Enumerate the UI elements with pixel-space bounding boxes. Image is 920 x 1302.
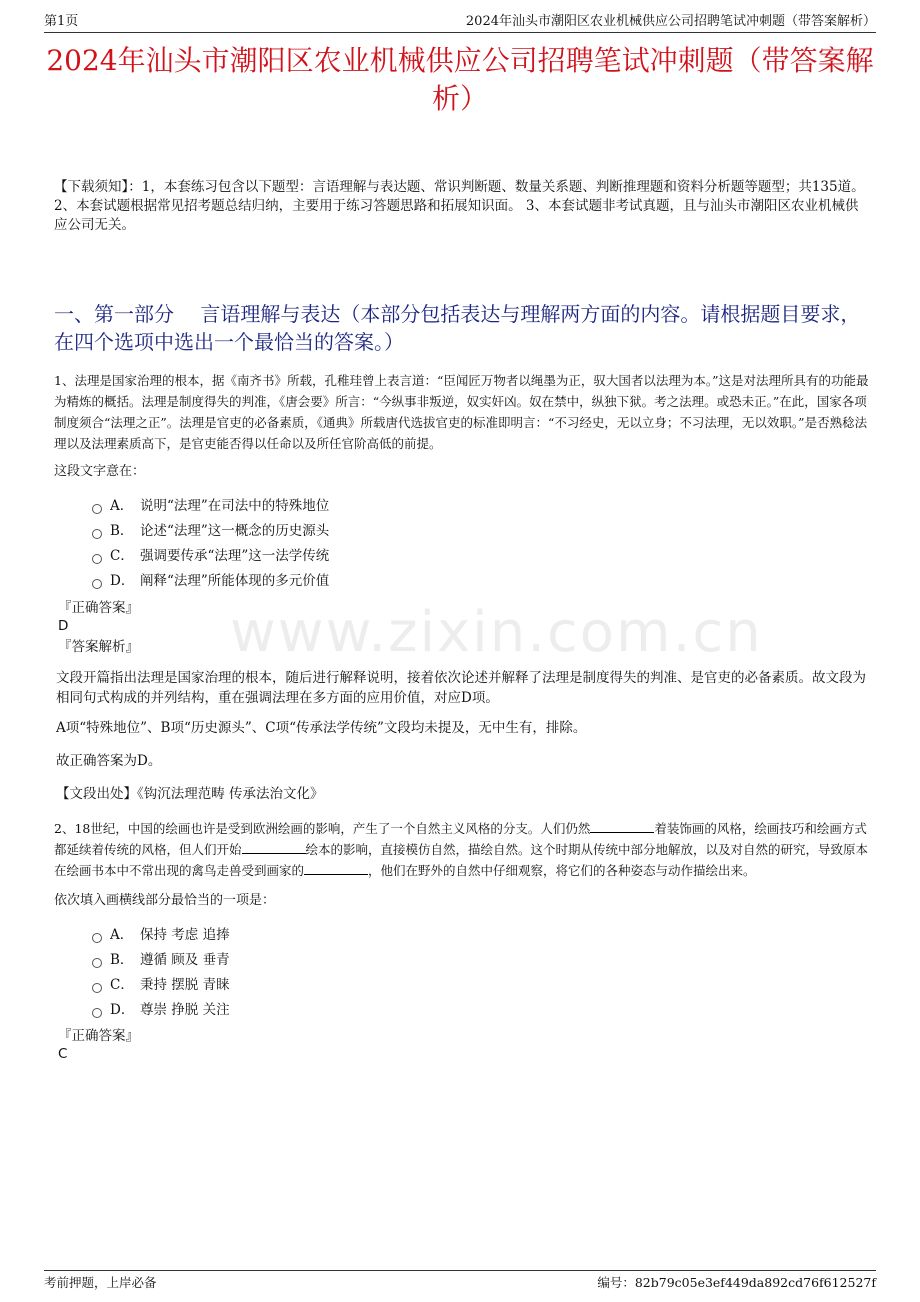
document-title: 2024年汕头市潮阳区农业机械供应公司招聘笔试冲刺题（带答案解析） bbox=[46, 44, 874, 115]
q1-analysis-3: 故正确答案为D。 bbox=[56, 753, 162, 769]
question-2-prompt: 依次填入画横线部分最恰当的一项是： bbox=[54, 893, 276, 908]
q1-analysis-label: 『答案解析』 bbox=[58, 639, 139, 655]
fill-blank-2[interactable] bbox=[242, 841, 306, 854]
q1-analysis-1: 文段开篇指出法理是国家治理的根本，随后进行解释说明，接着依次论述并解释了法理是制度得失的判准、是官吏的必备素质。故文段为相同句式构成的并列结构，重在强调法理在多方面的应用价值，对应D项。 bbox=[56, 670, 866, 706]
q2-option-a[interactable]: A． 保持 考虑 追捧 bbox=[92, 925, 230, 945]
q1-answer-label: 『正确答案』 bbox=[58, 600, 139, 616]
q2-answer-label: 『正确答案』 bbox=[58, 1028, 139, 1044]
section-title: 一、第一部分 言语理解与表达（本部分包括表达与理解两方面的内容。请根据题目要求，在四个选项中选出一个最恰当的答案。） bbox=[54, 302, 861, 354]
fill-blank-1[interactable] bbox=[590, 820, 654, 833]
fill-blank-3[interactable] bbox=[304, 862, 368, 875]
q1-option-a[interactable]: A． 说明“法理”在司法中的特殊地位 bbox=[92, 496, 329, 516]
radio-icon[interactable] bbox=[92, 933, 102, 943]
q1-option-c[interactable]: C． 强调要传承“法理”这一法学传统 bbox=[92, 546, 329, 566]
q2-answer: C bbox=[58, 1046, 68, 1062]
q1-option-b[interactable]: B． 论述“法理”这一概念的历史源头 bbox=[92, 521, 329, 541]
question-2-text: 2、18世纪，中国的绘画也许是受到欧洲绘画的影响，产生了一个自然主义风格的分支。人们仍然 着装饰画的风格，绘画技巧和绘画方式都延续着传统的风格，但人们开始 绘本的影响，直接模仿自然，描绘自然。这个时期从传统中部分地解放，以及对自然的研究，导致原本在绘画书本中不常出现的禽鸟走兽受到画家的 ，他们在野外的自然中仔细观察，将它们的各种姿态与动作描绘出来。 bbox=[54, 821, 869, 878]
watermark: www.zixin.com.cn bbox=[230, 600, 763, 665]
radio-icon[interactable] bbox=[92, 504, 102, 514]
radio-icon[interactable] bbox=[92, 958, 102, 968]
q1-analysis-2: A项“特殊地位”、B项“历史源头”、C项“传承法学传统”文段均未提及，无中生有，排除。 bbox=[56, 720, 587, 736]
page-footer bbox=[44, 1270, 876, 1289]
question-1-prompt: 这段文字意在： bbox=[54, 464, 146, 479]
question-1-text: 1、法理是国家治理的根本，据《南齐书》所载，孔稚珪曾上表言道：“臣闻匠万物者以绳墨为正，驭大国者以法理为本。”这是对法理所具有的功能最为精炼的概括。法理是制度得失的判准，《唐会要》所言：“今纵事非叛逆，奴实奸凶。奴在禁中，纵独下狱。考之法理。或恐未正。”在此，国家各项制度须合“法理之正”。法理是官吏的必备素质，《通典》所载唐代选拔官吏的标准即明言：“不习经史，无以立身；不习法理，无以效职。”是否熟稔法理以及法理素质高下，是官吏能否得以任命以及所任官阶高低的前提。 bbox=[54, 373, 869, 451]
footer-doc-id: 编号：82b79c05e3ef449da892cd76f612527f bbox=[597, 1275, 876, 1290]
header-doc-title: 2024年汕头市潮阳区农业机械供应公司招聘笔试冲刺题（带答案解析） bbox=[465, 14, 876, 29]
q2-option-b[interactable]: B． 遵循 顾及 垂青 bbox=[92, 950, 230, 970]
q1-source: 【文段出处】《钩沉法理范畴 传承法治文化》 bbox=[56, 786, 324, 802]
q2-option-d[interactable]: D． 尊崇 挣脱 关注 bbox=[92, 1000, 230, 1020]
radio-icon[interactable] bbox=[92, 983, 102, 993]
radio-icon[interactable] bbox=[92, 1008, 102, 1018]
radio-icon[interactable] bbox=[92, 529, 102, 539]
footer-slogan: 考前押题，上岸必备 bbox=[44, 1275, 157, 1290]
radio-icon[interactable] bbox=[92, 554, 102, 564]
q1-option-d[interactable]: D． 阐释“法理”所能体现的多元价值 bbox=[92, 571, 329, 591]
download-notice: 【下载须知】：1，本套练习包含以下题型：言语理解与表达题、常识判断题、数量关系题、判断推理题和资料分析题等题型；共135道。 2、本套试题根据常见招考题总结归纳，主要用于练习答题思路和拓展知识面。 3、本套试题非考试真题，且与汕头市潮阳区农业机械供应公司无关。 bbox=[54, 179, 865, 233]
radio-icon[interactable] bbox=[92, 579, 102, 589]
q2-option-c[interactable]: C． 秉持 摆脱 青睐 bbox=[92, 975, 230, 995]
q1-answer: D bbox=[58, 618, 69, 634]
page-header bbox=[44, 12, 876, 33]
page-number: 第1页 bbox=[44, 14, 79, 29]
